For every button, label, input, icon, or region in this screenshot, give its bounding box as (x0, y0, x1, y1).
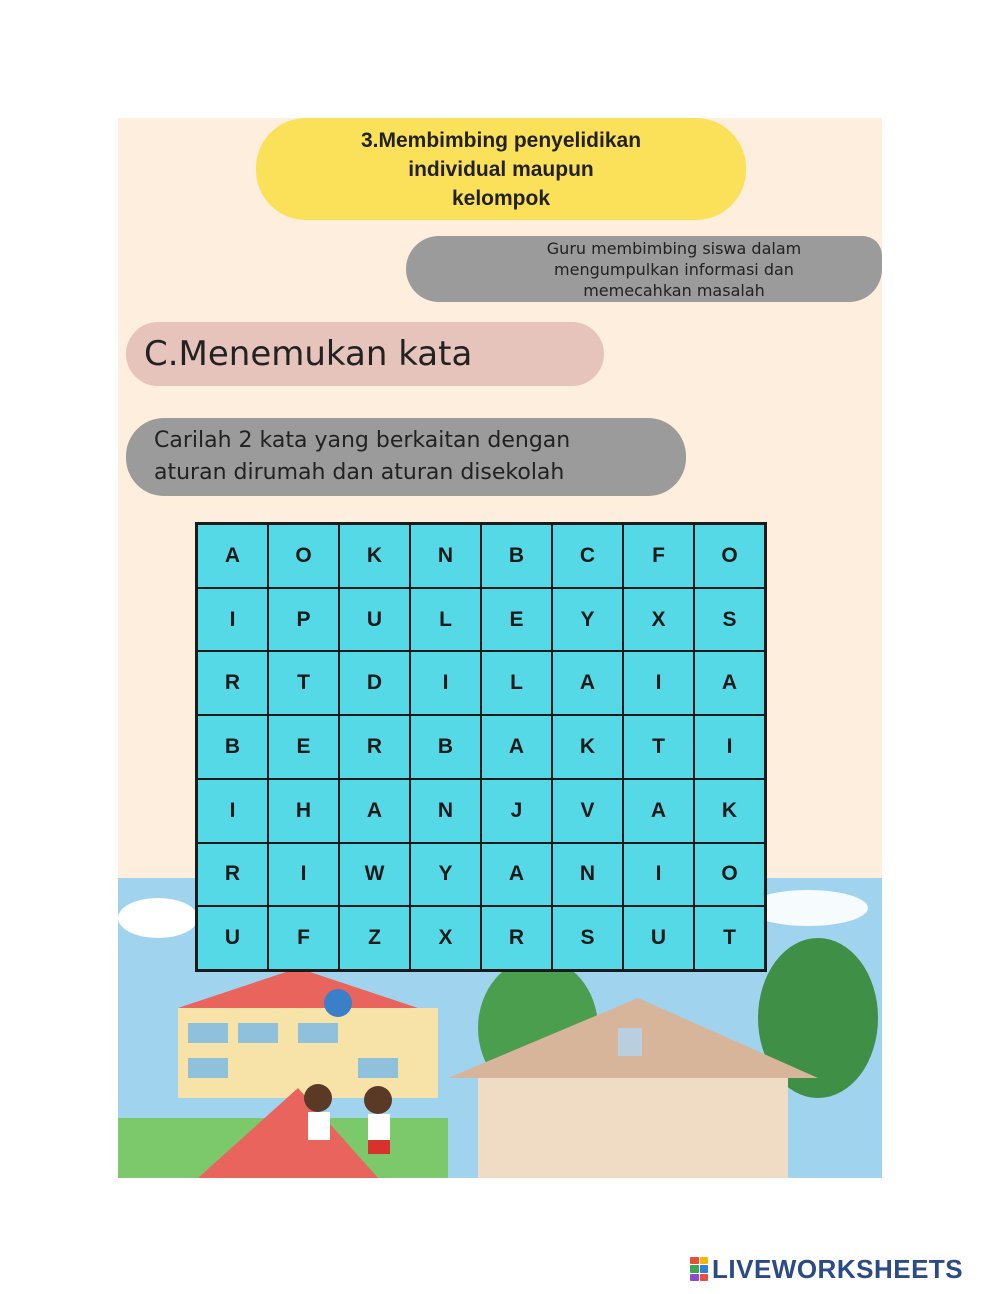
grid-cell[interactable]: S (694, 588, 765, 652)
instruction-line: aturan dirumah dan aturan disekolah (154, 460, 565, 485)
grid-cell[interactable]: O (694, 843, 765, 907)
word-search-grid (195, 522, 767, 972)
grid-cell[interactable]: N (410, 524, 481, 588)
grid-cell[interactable]: Y (552, 588, 623, 652)
heading-line: individual maupun (408, 157, 594, 181)
grid-cell[interactable]: A (339, 779, 410, 843)
grid-cell[interactable]: O (268, 524, 339, 588)
grid-cell[interactable]: Y (410, 843, 481, 907)
liveworksheets-logo (690, 1254, 963, 1284)
brand-text: LIVEWORKSHEETS (712, 1253, 964, 1284)
instruction-pill (126, 418, 686, 496)
grid-cell[interactable]: R (339, 715, 410, 779)
grid-cell[interactable]: A (481, 715, 552, 779)
grid-cell[interactable]: T (694, 906, 765, 970)
grid-cell[interactable]: H (268, 779, 339, 843)
grid-cell[interactable]: A (694, 651, 765, 715)
liveworksheets-logo-icon (690, 1257, 708, 1281)
heading-line: kelompok (451, 186, 551, 210)
grid-cell[interactable]: F (623, 524, 694, 588)
note-line: memecahkan masalah (583, 280, 765, 300)
grid-cell[interactable]: I (197, 779, 268, 843)
grid-cell[interactable]: A (552, 651, 623, 715)
teacher-note-pill (406, 236, 882, 302)
grid-cell[interactable]: R (197, 651, 268, 715)
instruction-line: Carilah 2 kata yang berkaitan dengan (154, 428, 571, 453)
grid-cell[interactable]: A (197, 524, 268, 588)
note-line: Guru membimbing siswa dalam (546, 238, 802, 258)
grid-cell[interactable]: U (623, 906, 694, 970)
grid-cell[interactable]: I (623, 651, 694, 715)
grid-cell[interactable]: S (552, 906, 623, 970)
heading-text (361, 126, 641, 213)
section-title: C.Menemukan kata (144, 334, 473, 374)
grid-cell[interactable]: W (339, 843, 410, 907)
grid-cell[interactable]: Z (339, 906, 410, 970)
heading-line: 3.Membimbing penyelidikan (360, 128, 642, 152)
grid-cell[interactable]: D (339, 651, 410, 715)
grid-cell[interactable]: I (623, 843, 694, 907)
grid-cell[interactable]: N (410, 779, 481, 843)
grid-cell[interactable]: B (410, 715, 481, 779)
grid-cell[interactable]: A (623, 779, 694, 843)
grid-cell[interactable]: X (623, 588, 694, 652)
heading-pill (256, 118, 746, 220)
grid-cell[interactable]: K (339, 524, 410, 588)
grid-cell[interactable]: B (481, 524, 552, 588)
grid-cell[interactable]: A (481, 843, 552, 907)
grid-cell[interactable]: L (410, 588, 481, 652)
grid-cell[interactable]: N (552, 843, 623, 907)
grid-cell[interactable]: T (623, 715, 694, 779)
grid-cell[interactable]: E (268, 715, 339, 779)
grid-cell[interactable]: K (694, 779, 765, 843)
grid-cell[interactable]: U (197, 906, 268, 970)
section-title-pill (126, 322, 604, 386)
grid-cell[interactable]: I (197, 588, 268, 652)
grid-cell[interactable]: B (197, 715, 268, 779)
grid-cell[interactable]: P (268, 588, 339, 652)
note-line: mengumpulkan informasi dan (554, 259, 794, 279)
grid-cell[interactable]: L (481, 651, 552, 715)
grid-cell[interactable]: I (268, 843, 339, 907)
grid-cell[interactable]: E (481, 588, 552, 652)
grid-cell[interactable]: V (552, 779, 623, 843)
grid-cell[interactable]: F (268, 906, 339, 970)
grid-cell[interactable]: T (268, 651, 339, 715)
grid-cell[interactable]: X (410, 906, 481, 970)
grid-cell[interactable]: U (339, 588, 410, 652)
grid-cell[interactable]: K (552, 715, 623, 779)
grid-cell[interactable]: R (481, 906, 552, 970)
grid-cell[interactable]: R (197, 843, 268, 907)
grid-cell[interactable]: I (410, 651, 481, 715)
grid-cell[interactable]: J (481, 779, 552, 843)
grid-cell[interactable]: O (694, 524, 765, 588)
grid-cell[interactable]: C (552, 524, 623, 588)
teacher-note-text (547, 238, 801, 301)
grid-cell[interactable]: I (694, 715, 765, 779)
